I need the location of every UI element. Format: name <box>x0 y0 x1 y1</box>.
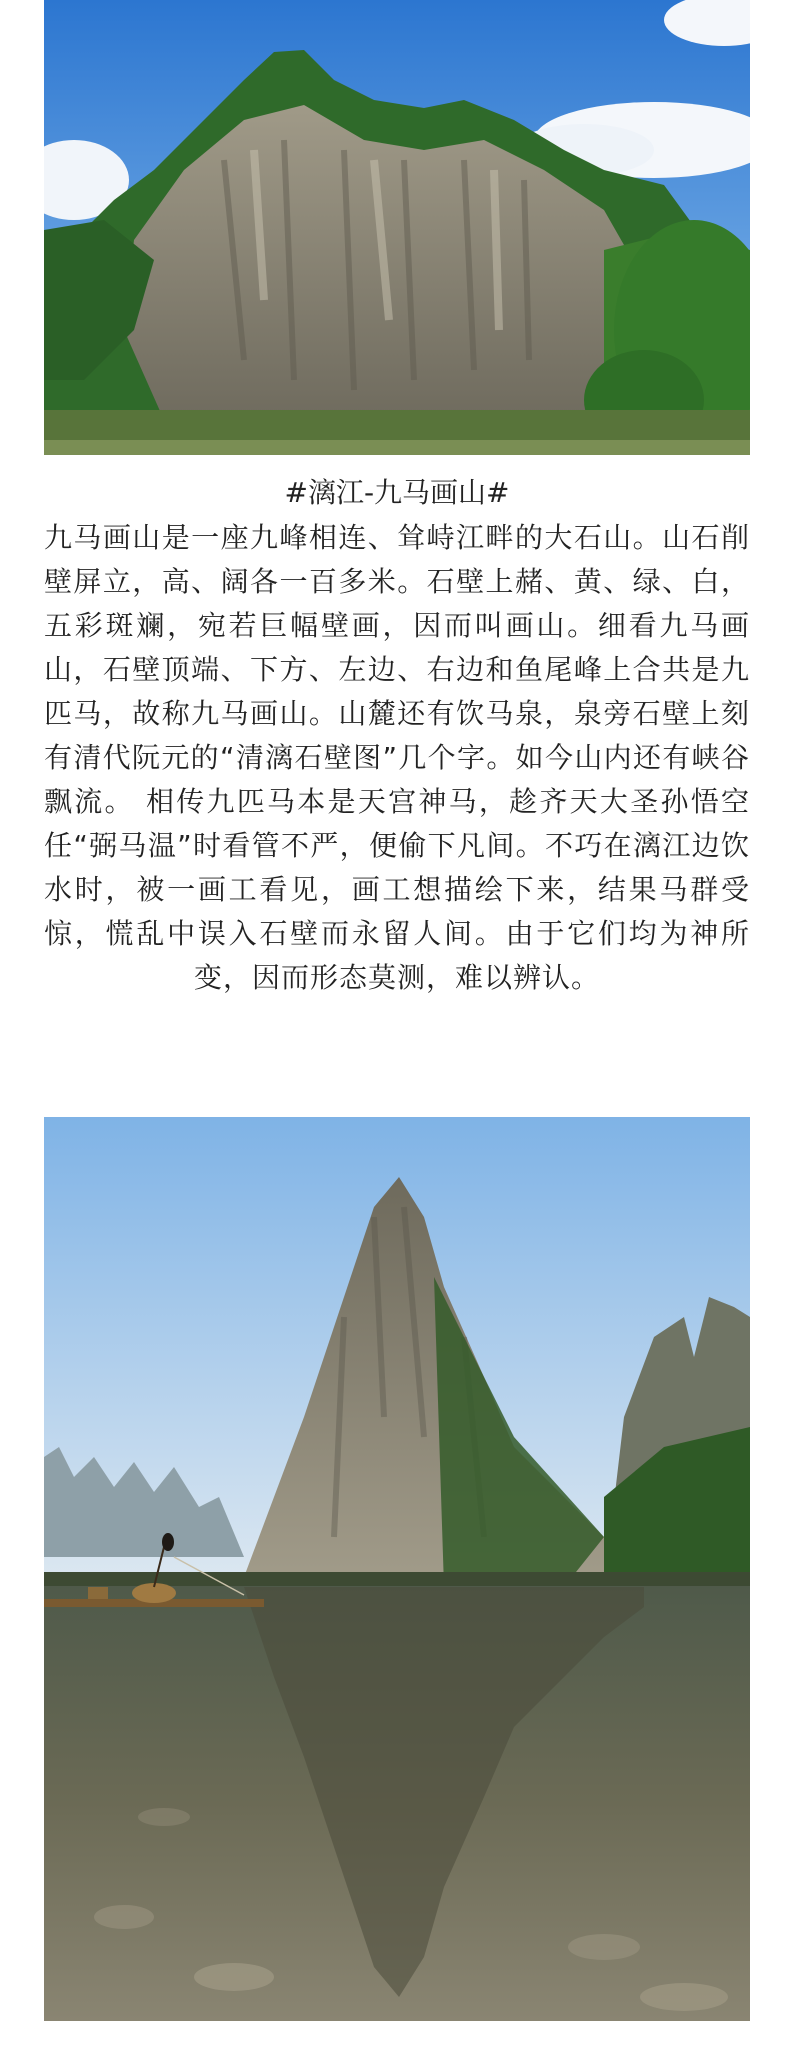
river-illustration <box>44 1117 750 2021</box>
mountain-illustration <box>44 0 750 455</box>
article-body: 九马画山是一座九峰相连、耸峙江畔的大石山。山石削壁屏立，高、阔各一百多米。石壁上赭、黄、绿、白，五彩斑斓，宛若巨幅壁画，因而叫画山。细看九马画山，石壁顶端、下方、左边、右边和鱼尾峰上合共是九匹马，故称九马画山。山麓还有饮马泉，泉旁石壁上刻有清代阮元的“清漓石壁图”几个字。如今山内还有峡谷飘流。 相传九匹马本是天宫神马，趁齐天大圣孙悟空任“弼马温”时看管不严，便偷下凡间。不巧在漓江边饮水时，被一画工看见，画工想描绘下来，结果马群受惊，慌乱中误入石壁而永留人间。由于它们均为神所变，因而形态莫测，难以辨认。 <box>44 521 750 994</box>
article-text <box>44 470 750 1000</box>
photo-nine-horse-hill <box>44 0 750 455</box>
photo-li-river <box>44 1117 750 2021</box>
article-hashtag: #漓江-九马画山# <box>284 476 510 509</box>
